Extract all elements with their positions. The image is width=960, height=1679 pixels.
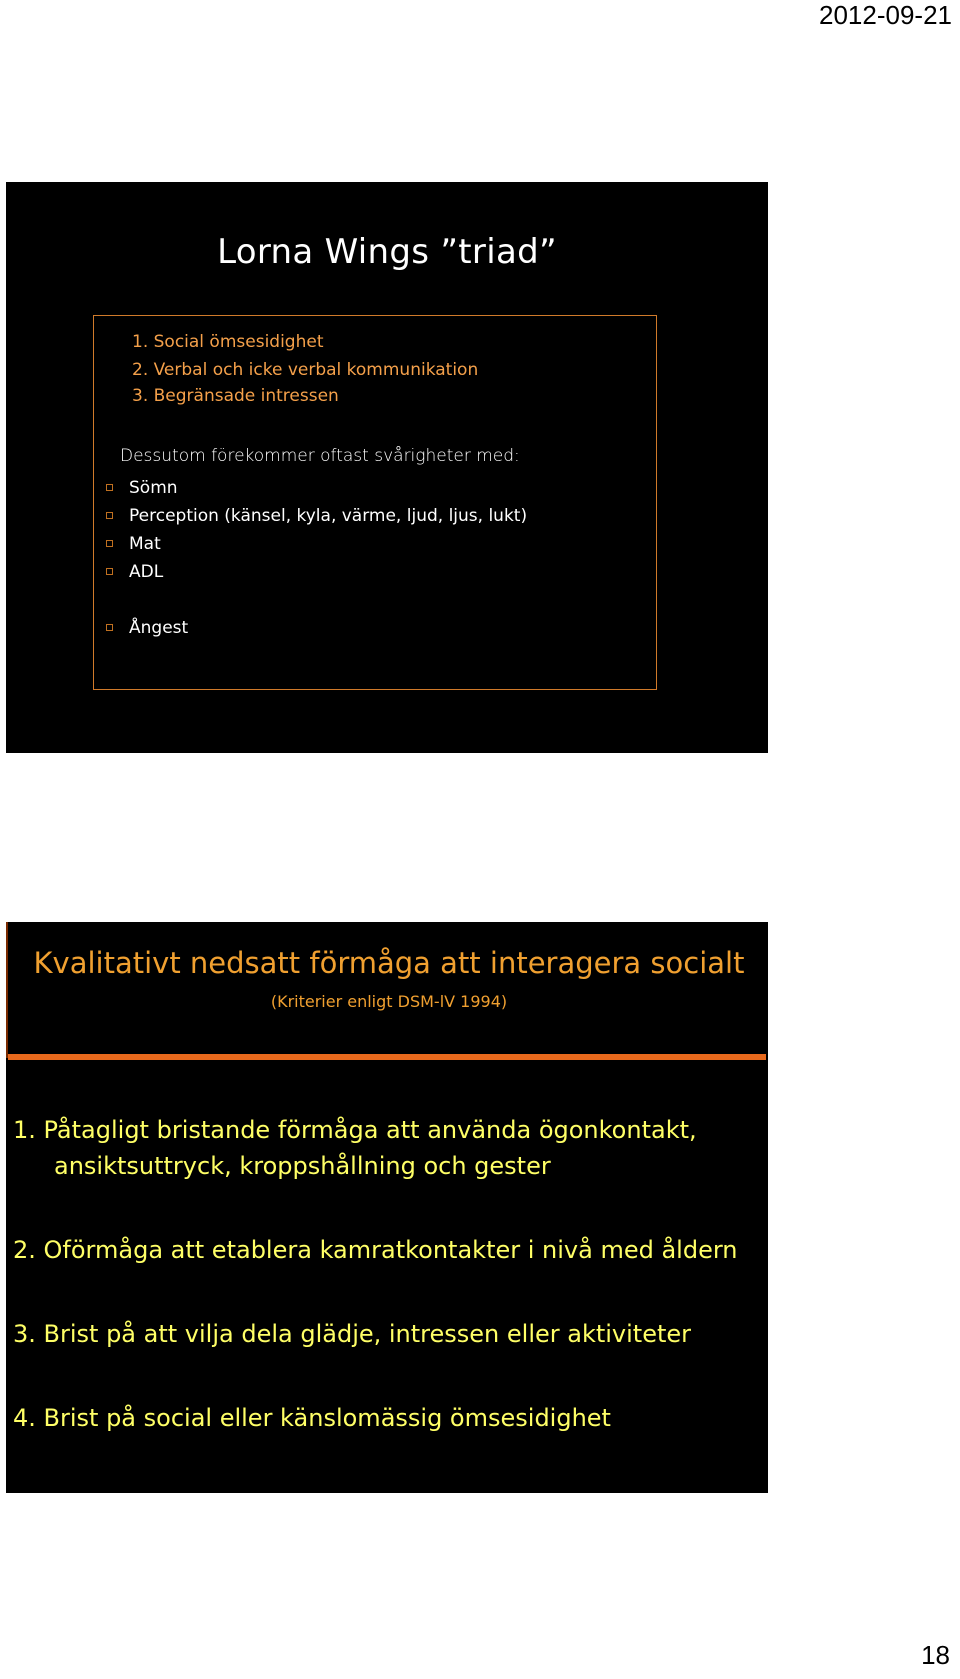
criteria-item bbox=[13, 1400, 738, 1436]
criteria-list bbox=[13, 1112, 738, 1436]
triad-list bbox=[132, 328, 478, 410]
slide-title: Lorna Wings ”triad” bbox=[217, 232, 557, 272]
list-item-label: Ångest bbox=[129, 618, 189, 638]
list-item-label: ADL bbox=[129, 562, 164, 582]
divider-bar bbox=[8, 1054, 766, 1060]
criteria-item-text: 3. Brist på att vilja dela glädje, intressen eller aktiviteter bbox=[13, 1320, 692, 1348]
list-item bbox=[102, 502, 527, 530]
triad-item: 3. Begränsade intressen bbox=[132, 386, 339, 406]
slide-subtitle: (Kriterier enligt DSM-lV 1994) bbox=[270, 992, 508, 1011]
list-item-label: Sömn bbox=[129, 478, 178, 498]
square-bullet-icon bbox=[106, 568, 113, 575]
square-bullet-icon bbox=[106, 512, 113, 519]
document-date: 2012-09-21 bbox=[819, 0, 952, 30]
list-item-label: Mat bbox=[129, 534, 161, 554]
criteria-item bbox=[13, 1316, 738, 1352]
difficulties-list bbox=[102, 474, 527, 642]
list-item bbox=[102, 558, 527, 586]
criteria-item bbox=[13, 1232, 738, 1268]
page-number: 18 bbox=[921, 1640, 950, 1670]
slide-header bbox=[6, 922, 770, 1058]
criteria-item-text: 1. Påtagligt bristande förmåga att använda ögonkontakt, bbox=[13, 1116, 697, 1144]
slide-lorna-wings-triad bbox=[6, 182, 768, 753]
list-item-label: Perception (känsel, kyla, värme, ljud, ljus, lukt) bbox=[129, 506, 528, 526]
slide-dsm-criteria bbox=[6, 922, 768, 1493]
criteria-item bbox=[13, 1112, 738, 1184]
criteria-item-continuation: ansiktsuttryck, kroppshållning och gester bbox=[54, 1152, 551, 1180]
triad-item: 2. Verbal och icke verbal kommunikation bbox=[132, 360, 479, 380]
criteria-item-text: 2. Oförmåga att etablera kamratkontakter i nivå med åldern bbox=[13, 1236, 738, 1264]
square-bullet-icon bbox=[106, 624, 113, 631]
difficulties-intro: Dessutom förekommer oftast svårigheter med: bbox=[120, 446, 520, 466]
slide-title: Kvalitativt nedsatt förmåga att interagera socialt bbox=[33, 946, 745, 980]
content-box bbox=[93, 315, 657, 690]
list-item bbox=[102, 474, 527, 502]
list-item bbox=[102, 530, 527, 558]
criteria-item-text: 4. Brist på social eller känslomässig ömsesidighet bbox=[13, 1404, 611, 1432]
square-bullet-icon bbox=[106, 484, 113, 491]
square-bullet-icon bbox=[106, 540, 113, 547]
triad-item: 1. Social ömsesidighet bbox=[132, 332, 324, 352]
list-item bbox=[102, 614, 527, 642]
